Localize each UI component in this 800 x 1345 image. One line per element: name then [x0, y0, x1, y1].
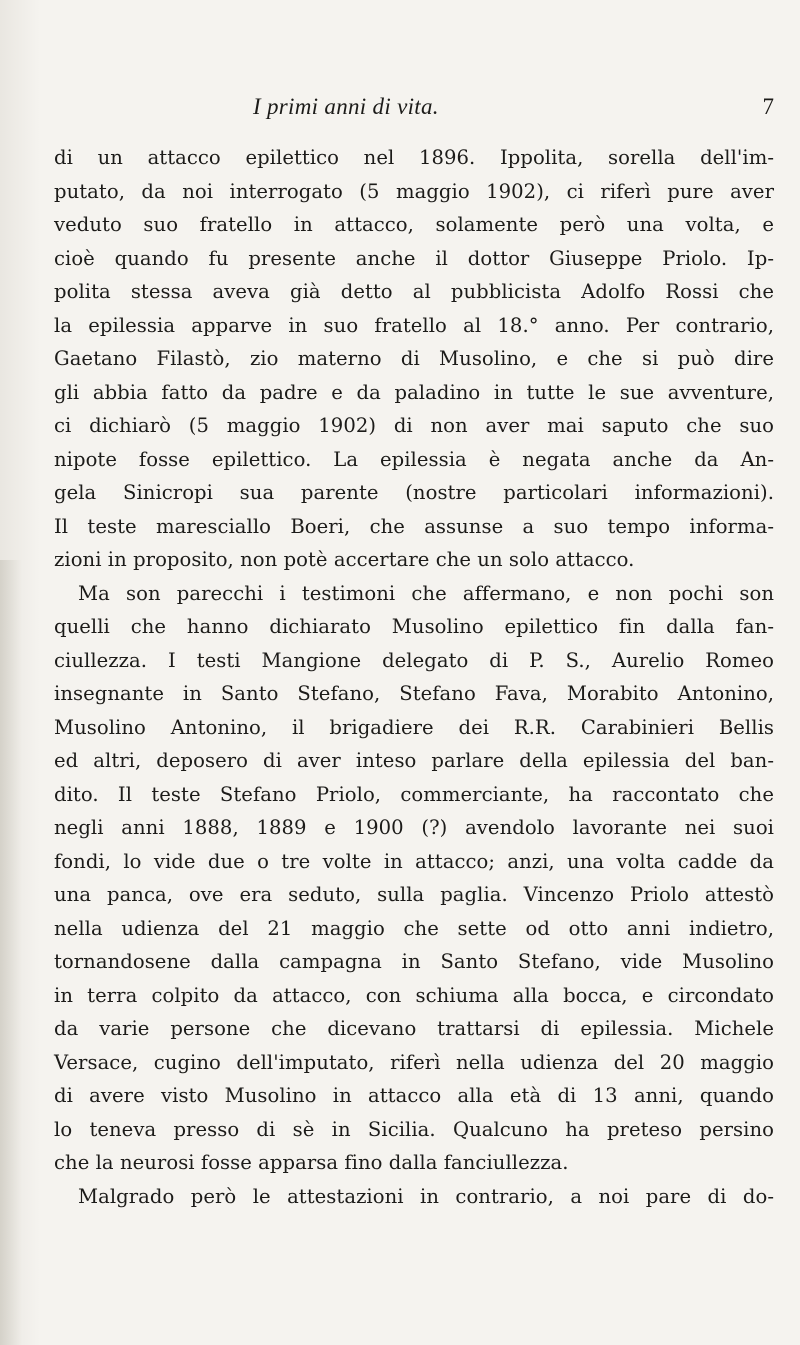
text-line: insegnante in Santo Stefano, Stefano Fava, Morabito Antonino, [54, 682, 774, 705]
text-line: ci dichiarò (5 maggio 1902) di non aver mai saputo che suo [54, 414, 774, 437]
text-line: tornandosene dalla campagna in Santo Stefano, vide Musolino [54, 950, 774, 973]
body-text [54, 141, 774, 1213]
paragraph-first-line: Ma son parecchi i testimoni che affermano, e non pochi son [78, 581, 774, 605]
running-title: I primi anni di vita. [253, 94, 439, 119]
text-line: veduto suo fratello in attacco, solamente però una volta, e [54, 213, 774, 236]
text-line: fondi, lo vide due o tre volte in attacco; anzi, una volta cadde da [54, 849, 774, 873]
text-line: cioè quando fu presente anche il dottor Giuseppe Priolo. Ip- [54, 246, 774, 270]
text-line: ed altri, deposero di aver inteso parlare della epilessia del ban- [54, 749, 774, 772]
text-line: la epilessia apparve in suo fratello al 18.° anno. Per contrario, [54, 313, 774, 337]
text-line: ciullezza. I testi Mangione delegato di P. S., Aurelio Romeo [54, 648, 774, 672]
text-line: Il teste maresciallo Boeri, che assunse a suo tempo informa- [54, 514, 774, 538]
page-number: 7 [762, 94, 774, 119]
text-line: Versace, cugino dell'imputato, riferì nella udienza del 20 maggio [54, 1050, 774, 1074]
text-line: negli anni 1888, 1889 e 1900 (?) avendolo lavorante nei suoi [54, 816, 774, 839]
text-line: una panca, ove era seduto, sulla paglia. Vincenzo Priolo attestò [54, 883, 774, 906]
page-header [253, 94, 778, 124]
text-line: polita stessa aveva già detto al pubblicista Adolfo Rossi che [54, 280, 774, 303]
text-line: nipote fosse epilettico. La epilessia è negata anche da An- [54, 447, 774, 471]
text-line: putato, da noi interrogato (5 maggio 1902), ci riferì pure aver [54, 179, 774, 203]
text-line: dito. Il teste Stefano Priolo, commerciante, ha raccontato che [54, 782, 774, 806]
text-line: gli abbia fatto da padre e da paladino in tutte le sue avventure, [54, 380, 774, 404]
text-line: Musolino Antonino, il brigadiere dei R.R. Carabinieri Bellis [54, 715, 774, 739]
text-line: lo teneva presso di sè in Sicilia. Qualcuno ha preteso persino [54, 1117, 774, 1141]
page-edge-shadow [0, 560, 22, 1345]
text-line: quelli che hanno dichiarato Musolino epilettico fin dalla fan- [54, 615, 774, 638]
text-line: che la neurosi fosse apparsa fino dalla fanciullezza. [54, 1151, 569, 1174]
text-line: in terra colpito da attacco, con schiuma alla bocca, e circondato [54, 983, 774, 1007]
text-line: di un attacco epilettico nel 1896. Ippolita, sorella dell'im- [54, 146, 774, 169]
text-line: zioni in proposito, non potè accertare che un solo attacco. [54, 548, 635, 571]
text-line: da varie persone che dicevano trattarsi di epilessia. Michele [54, 1017, 774, 1040]
text-line: Gaetano Filastò, zio materno di Musolino, e che si può dire [54, 347, 774, 370]
text-line: gela Sinicropi sua parente (nostre particolari informazioni). [54, 481, 774, 504]
text-line: nella udienza del 21 maggio che sette od otto anni indietro, [54, 916, 774, 940]
paragraph-first-line: Malgrado però le attestazioni in contrario, a noi pare di do- [78, 1184, 774, 1208]
text-line: di avere visto Musolino in attacco alla età di 13 anni, quando [54, 1084, 774, 1107]
